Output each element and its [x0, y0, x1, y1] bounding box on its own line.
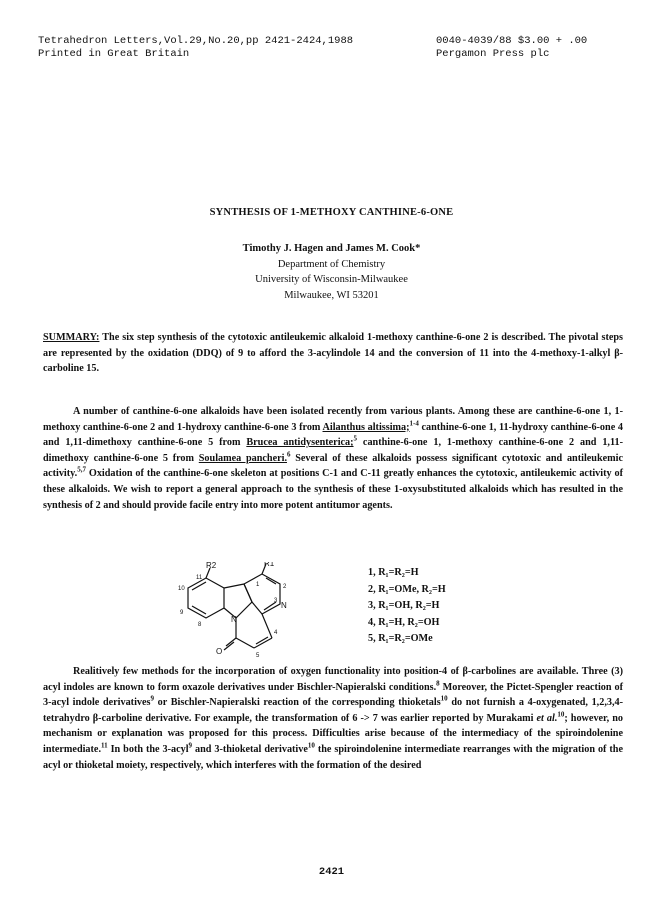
- position-3-label: 3: [274, 598, 278, 604]
- pyridine-n-label: N: [281, 601, 287, 610]
- position-9-label: 9: [180, 610, 184, 616]
- indole-n-label: N: [231, 615, 237, 624]
- species-name: Ailanthus altissima;: [322, 421, 410, 433]
- position-2-label: 2: [283, 584, 287, 590]
- printed-location: Printed in Great Britain: [38, 48, 190, 60]
- summary-label: SUMMARY:: [43, 332, 100, 343]
- publisher: Pergamon Press plc: [436, 48, 550, 60]
- citation: 5: [353, 434, 358, 443]
- citation: 9: [150, 694, 154, 703]
- authors: Timothy J. Hagen and James M. Cook*: [242, 243, 421, 254]
- citation: 1-4: [409, 419, 419, 428]
- intro-paragraph: A number of canthine-6-one alkaloids have been isolated recently from various plants. Among these are canthine-6-one 1, 1-methoxy canthine-6-one 2 and 1-hydroxy canthine-6-one 3 from Ailanthus altissima;$^{1-4}$ canthine-6-one 1, 11-hydroxy canthine-6-one 4 and 1,11-dimethoxy canthine-6-one 5 from Brucea antidysenterica;$^5$ canthine-6-one 1, 1-methoxy canthine-6-one 2 and 1,11-dimethoxy canthine-6-one 5 from Soulamea pancheri.$^6$ Several of these alkaloids possess significant cytotoxic and antileukemic activity.$^{5,7}$ Oxidation of the canthine-6-one skeleton at positions C-1 and C-11 greatly enhances the cytotoxic, antileukemic activity of these alkaloids. We wish to report a general approach to the synthesis of these 1-oxysubstituted alkaloids which has resulted in the synthesis of 2 and should provide facile entry into more potent antitumor agents.: [43, 406, 623, 511]
- compound-entry: 3, R₁=OH, R₂=H: [368, 600, 440, 611]
- species-name: Brucea antidysenterica;: [246, 437, 354, 449]
- citation: 10: [440, 694, 448, 703]
- journal-citation: Tetrahedron Letters,Vol.29,No.20,pp 2421-2424,1988: [38, 35, 354, 47]
- university: University of Wisconsin-Milwaukee: [255, 274, 408, 285]
- citation: 10: [307, 741, 315, 750]
- compound-entry: 4, R₁=H, R₂=OH: [368, 616, 440, 628]
- issn-price: 0040-4039/88 $3.00 + .00: [436, 35, 588, 47]
- summary-paragraph: SUMMARY: The six step synthesis of the cytotoxic antileukemic alkaloid 1-methoxy canthine-6-one 2 is described. The pivotal steps are represented by the oxidation (DDQ) of 9 to afford the 3-acylindole 14 and the conversion of 11 into the 4-methoxy-1-alkyl β-carboline 15.: [43, 332, 623, 375]
- methods-paragraph: Realitively few methods for the incorporation of oxygen functionality into position-4 of β-carbolines are available. Three (3) acyl indoles are known to form oxazole derivatives under Bischler-Napieralski conditions.$^8$ Moreover, the Pictet-Spengler reaction of 3-acyl indole derivatives$^9$ or Bischler-Napieralski reaction of the corresponding thioketals$^{10}$ do not furnish a 4-oxygenated, 1,2,3,4-tetrahydro β-carboline derivative. For example, the transformation of 6 -> 7 was earlier reported by Murakami et al.$^{10}$; however, no mechanism or explanation was proposed for this process. Difficulties arise because of the intermediacy of the spiroindolenine intermediate.$^{11}$ In both the 3-acyl$^9$ and 3-thioketal derivative$^{10}$ the spiroindolenine intermediate rearranges with the migration of the acyl or thioketal moiety, respectively, which interferes with the formation of the desired: [43, 666, 623, 771]
- paper-title: SYNTHESIS OF 1-METHOXY CANTHINE-6-ONE: [209, 207, 454, 218]
- citation: 10: [557, 710, 565, 719]
- species-name: Soulamea pancheri.: [198, 452, 287, 464]
- canthinone-structure-diagram: [158, 562, 318, 662]
- compound-list: [368, 565, 446, 648]
- position-4-label: 4: [274, 630, 278, 636]
- citation: 8: [436, 679, 440, 688]
- position-5-label: 5: [256, 653, 260, 659]
- journal-header-right: [436, 35, 587, 61]
- r1-label: R1: [264, 562, 275, 568]
- carbonyl-o-label: O: [216, 647, 223, 656]
- department: Department of Chemistry: [277, 258, 386, 270]
- position-11-label: 11: [196, 575, 203, 581]
- citation: 11: [101, 741, 108, 750]
- citation: 6: [287, 450, 291, 459]
- page-number: 2421: [318, 866, 345, 878]
- r2-label: R2: [206, 562, 217, 570]
- address: Milwaukee, WI 53201: [284, 289, 379, 301]
- compound-entry: 2, R₁=OMe, R₂=H: [368, 583, 446, 595]
- compound-entry: 5, R₁=R₂=OMe: [368, 633, 433, 644]
- citation: 5,7: [77, 465, 86, 474]
- citation: 9: [188, 741, 193, 750]
- position-8-label: 8: [198, 622, 202, 628]
- author-block: [0, 241, 663, 303]
- compound-entry: 1, R₁=R₂=H: [368, 567, 419, 578]
- journal-header-left: [38, 35, 353, 61]
- position-1-label: 1: [256, 582, 260, 588]
- position-10-label: 10: [178, 586, 185, 592]
